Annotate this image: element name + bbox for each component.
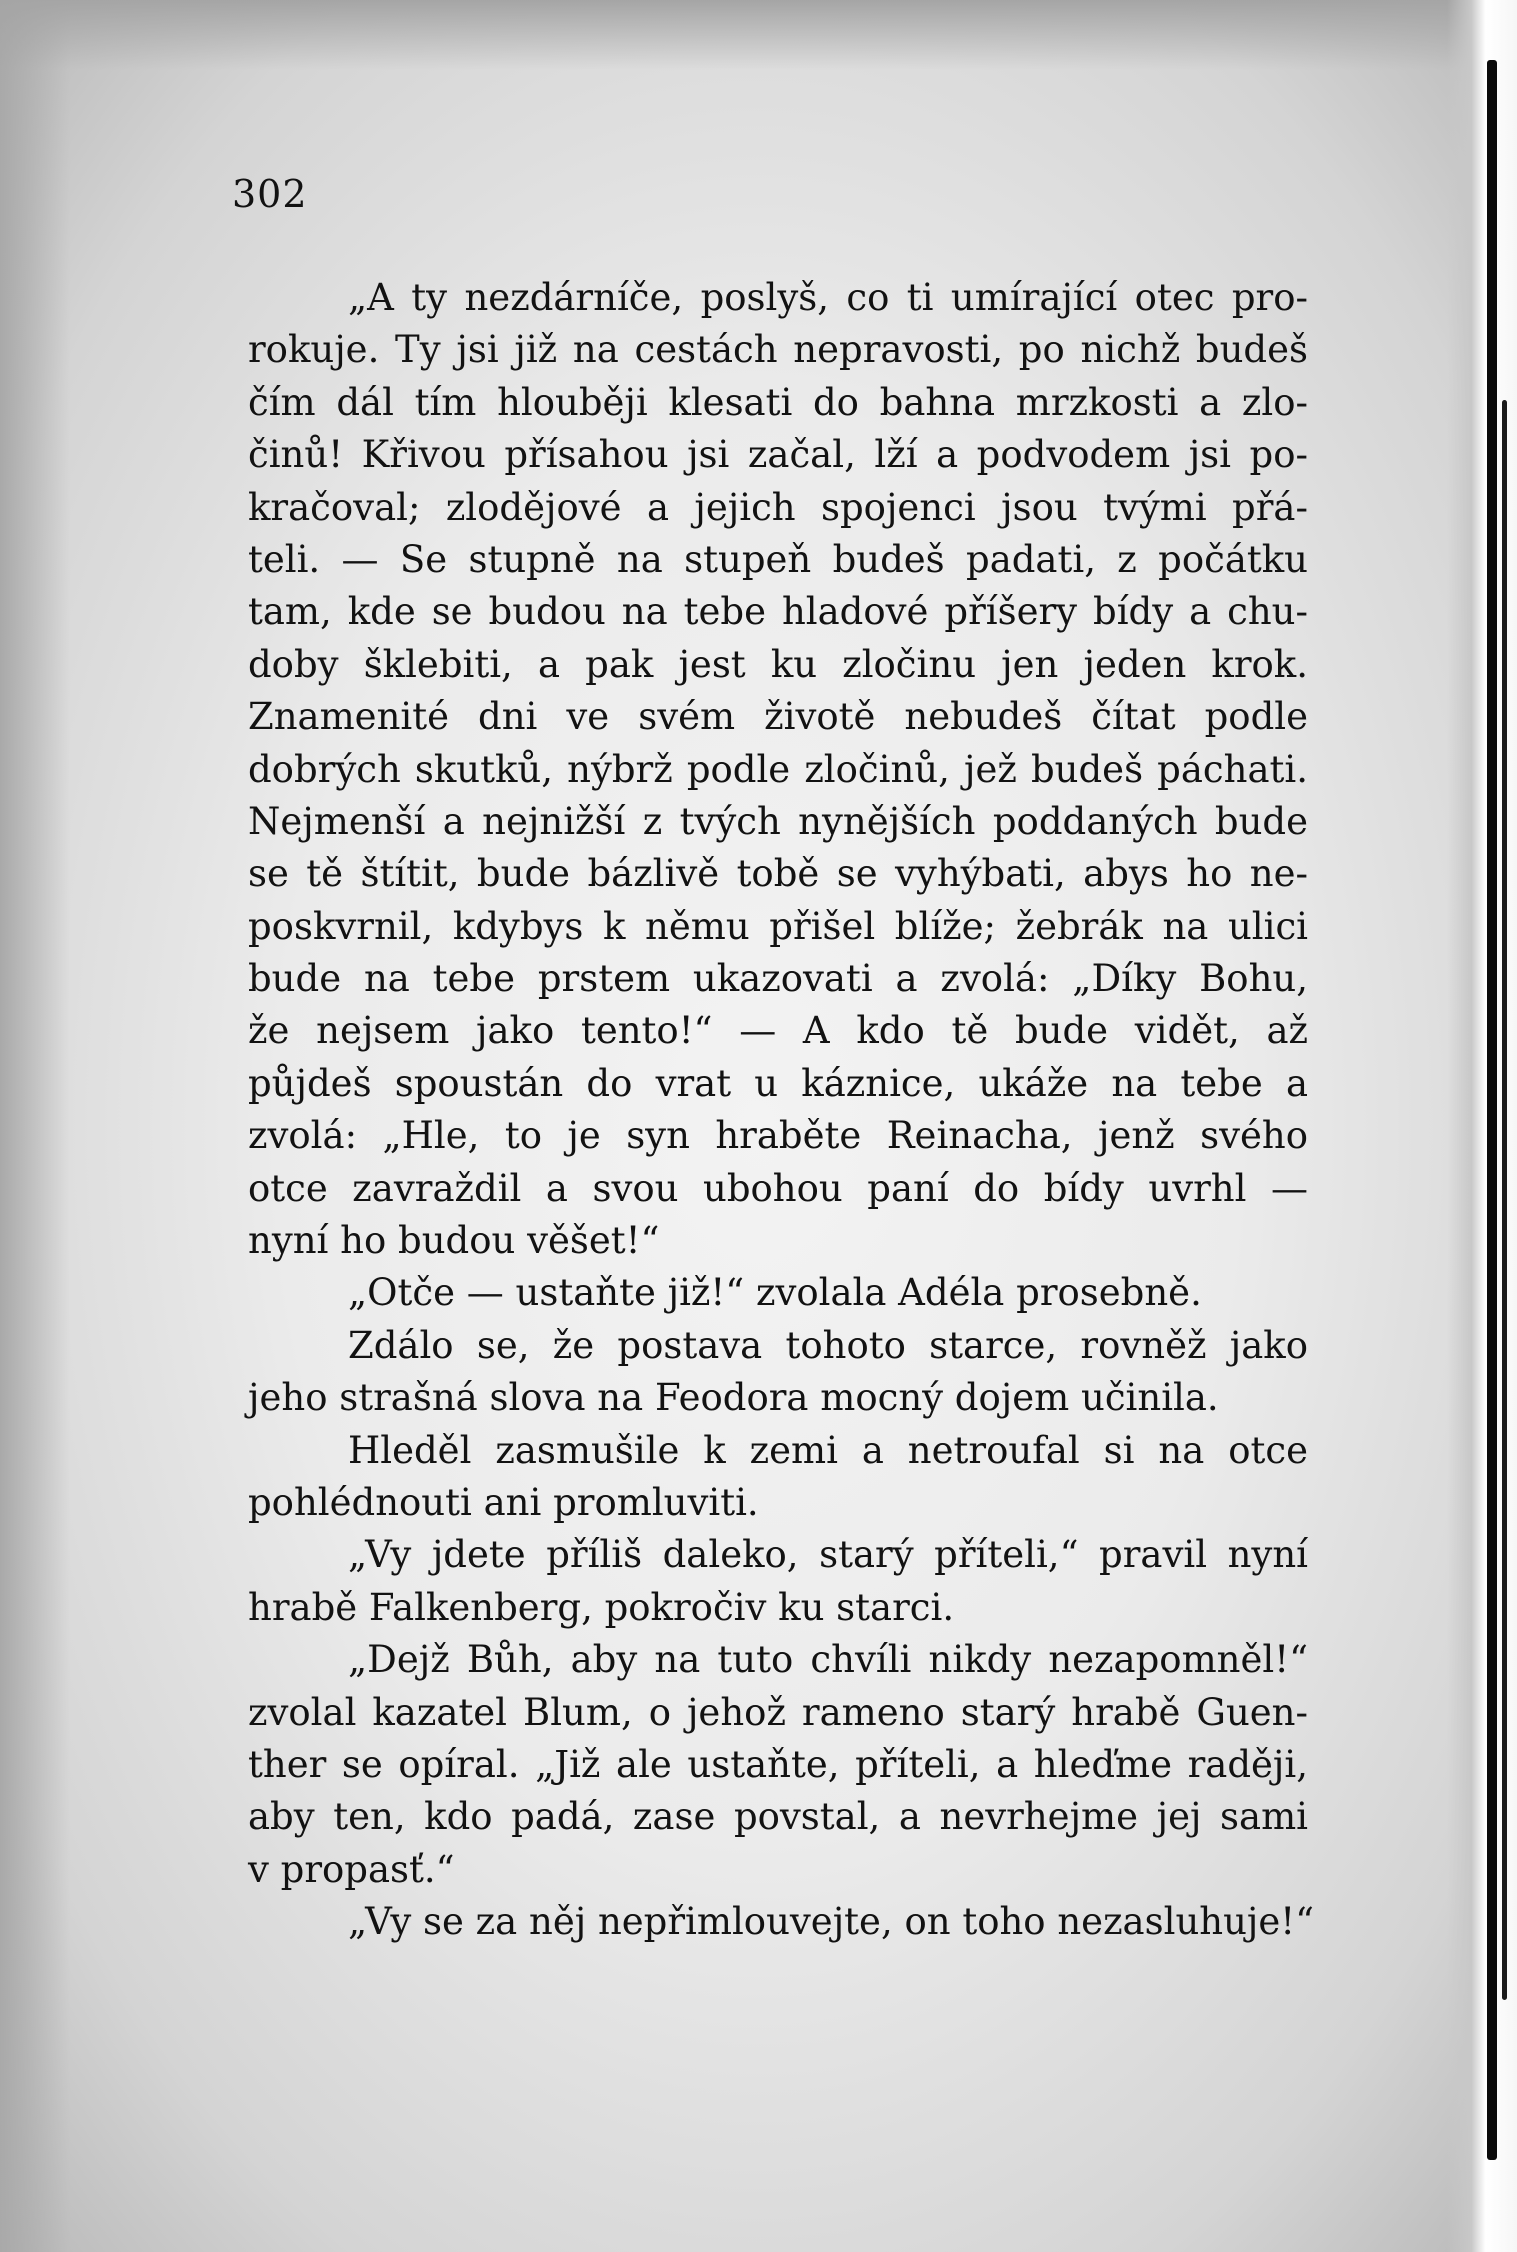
text-line: [248, 953, 1308, 1005]
text-line: [248, 586, 1308, 638]
binding-shadow-line: [1487, 60, 1497, 2160]
text-line-content: „Otče — ustaňte již!“ zvolala Adéla prosebně.: [348, 1271, 1202, 1315]
text-line-content: rokuje. Ty jsi již na cestách nepravosti, po nichž budeš: [248, 328, 1308, 372]
text-line: [248, 1163, 1308, 1215]
text-line: [248, 1634, 1308, 1686]
text-line: [248, 482, 1308, 534]
text-line: [248, 1687, 1308, 1739]
text-line-content: Nejmenší a nejnižší z tvých nynějších poddaných bude: [248, 799, 1308, 843]
text-line-content: zvolal kazatel Blum, o jehož rameno starý hrabě Guen-: [248, 1690, 1308, 1734]
text-line-content: jeho strašná slova na Feodora mocný dojem učinila.: [248, 1376, 1219, 1420]
text-line: [248, 1005, 1308, 1057]
text-line: [248, 691, 1308, 743]
text-line-content: půjdeš spoustán do vrat u káznice, ukáže na tebe a: [248, 1061, 1308, 1105]
text-line: [248, 1215, 1308, 1267]
text-line-content: ther se opíral. „Již ale ustaňte, příteli, a hleďme raději,: [248, 1742, 1308, 1786]
text-line-content: aby ten, kdo padá, zase povstal, a nevrhejme jej sami: [248, 1795, 1308, 1839]
text-line: [248, 1582, 1308, 1634]
text-line-content: otce zavraždil a svou ubohou paní do bídy uvrhl —: [248, 1166, 1308, 1210]
text-line-content: bude na tebe prstem ukazovati a zvolá: „Díky Bohu,: [248, 957, 1308, 1001]
page-shadow-left: [0, 0, 70, 2252]
text-line-content: „Vy se za něj nepřimlouvejte, on toho nezasluhuje!“: [348, 1900, 1315, 1944]
text-line: [248, 1425, 1308, 1477]
text-line: [248, 1372, 1308, 1424]
text-line-content: čím dál tím hlouběji klesati do bahna mrzkosti a zlo-: [248, 380, 1308, 424]
text-line: [248, 1267, 1308, 1319]
page-shadow-top: [0, 0, 1517, 70]
text-line: [248, 324, 1308, 376]
page-number: 302: [232, 172, 308, 216]
text-line: [248, 1058, 1308, 1110]
text-line-content: „A ty nezdárníče, poslyš, co ti umírající otec pro-: [348, 276, 1308, 319]
body-text: [248, 272, 1315, 1949]
text-line-content: „Dejž Bůh, aby na tuto chvíli nikdy nezapomněl!“: [348, 1638, 1308, 1682]
text-line: [248, 1896, 1315, 1948]
text-line: [248, 848, 1308, 900]
text-line: [248, 1844, 1308, 1896]
text-line-content: kračoval; zlodějové a jejich spojenci jsou tvými přá-: [248, 485, 1308, 529]
text-line-content: zvolá: „Hle, to je syn hraběte Reinacha, jenž svého: [248, 1114, 1308, 1158]
text-line-content: nyní ho budou věšet!“: [248, 1219, 660, 1263]
text-line: [248, 744, 1308, 796]
text-line-content: pohlédnouti ani promluviti.: [248, 1480, 759, 1524]
text-line: [248, 377, 1308, 429]
text-line: [248, 796, 1308, 848]
binding-shadow-line-inner: [1502, 400, 1507, 2000]
text-line-content: poskvrnil, kdybys k němu přišel blíže; žebrák na ulici: [248, 904, 1308, 948]
text-line-content: hrabě Falkenberg, pokročiv ku starci.: [248, 1585, 955, 1629]
text-line-content: že nejsem jako tento!“ — A kdo tě bude vidět, až: [248, 1009, 1308, 1053]
text-line-content: doby šklebiti, a pak jest ku zločinu jen jeden krok.: [248, 642, 1308, 686]
text-line: [248, 1320, 1308, 1372]
text-line: [248, 429, 1308, 481]
text-line: [248, 272, 1308, 324]
text-line-content: „Vy jdete příliš daleko, starý příteli,“ pravil nyní: [348, 1533, 1308, 1577]
text-line: [248, 1529, 1308, 1581]
text-line: [248, 534, 1308, 586]
text-line-content: teli. — Se stupně na stupeň budeš padati, z počátku: [248, 537, 1308, 581]
text-line-content: činů! Křivou přísahou jsi začal, lží a podvodem jsi po-: [248, 433, 1308, 477]
text-line: [248, 1477, 1308, 1529]
text-line: [248, 639, 1308, 691]
text-line-content: Zdálo se, že postava tohoto starce, rovněž jako: [348, 1323, 1308, 1367]
text-line: [248, 1739, 1308, 1791]
text-line-content: Znamenité dni ve svém životě nebudeš čítat podle: [248, 695, 1308, 739]
text-line: [248, 1791, 1308, 1843]
text-line-content: v propasť.“: [248, 1847, 455, 1891]
text-line-content: tam, kde se budou na tebe hladové příšery bídy a chu-: [248, 590, 1308, 634]
text-line: [248, 901, 1308, 953]
text-line: [248, 1110, 1308, 1162]
text-line-content: dobrých skutků, nýbrž podle zločinů, jež budeš páchati.: [248, 747, 1308, 791]
text-line-content: se tě štítit, bude bázlivě tobě se vyhýbati, abys ho ne-: [248, 852, 1308, 896]
text-line-content: Hleděl zasmušile k zemi a netroufal si na otce: [348, 1428, 1308, 1472]
book-binding-edge: [1447, 0, 1517, 2252]
